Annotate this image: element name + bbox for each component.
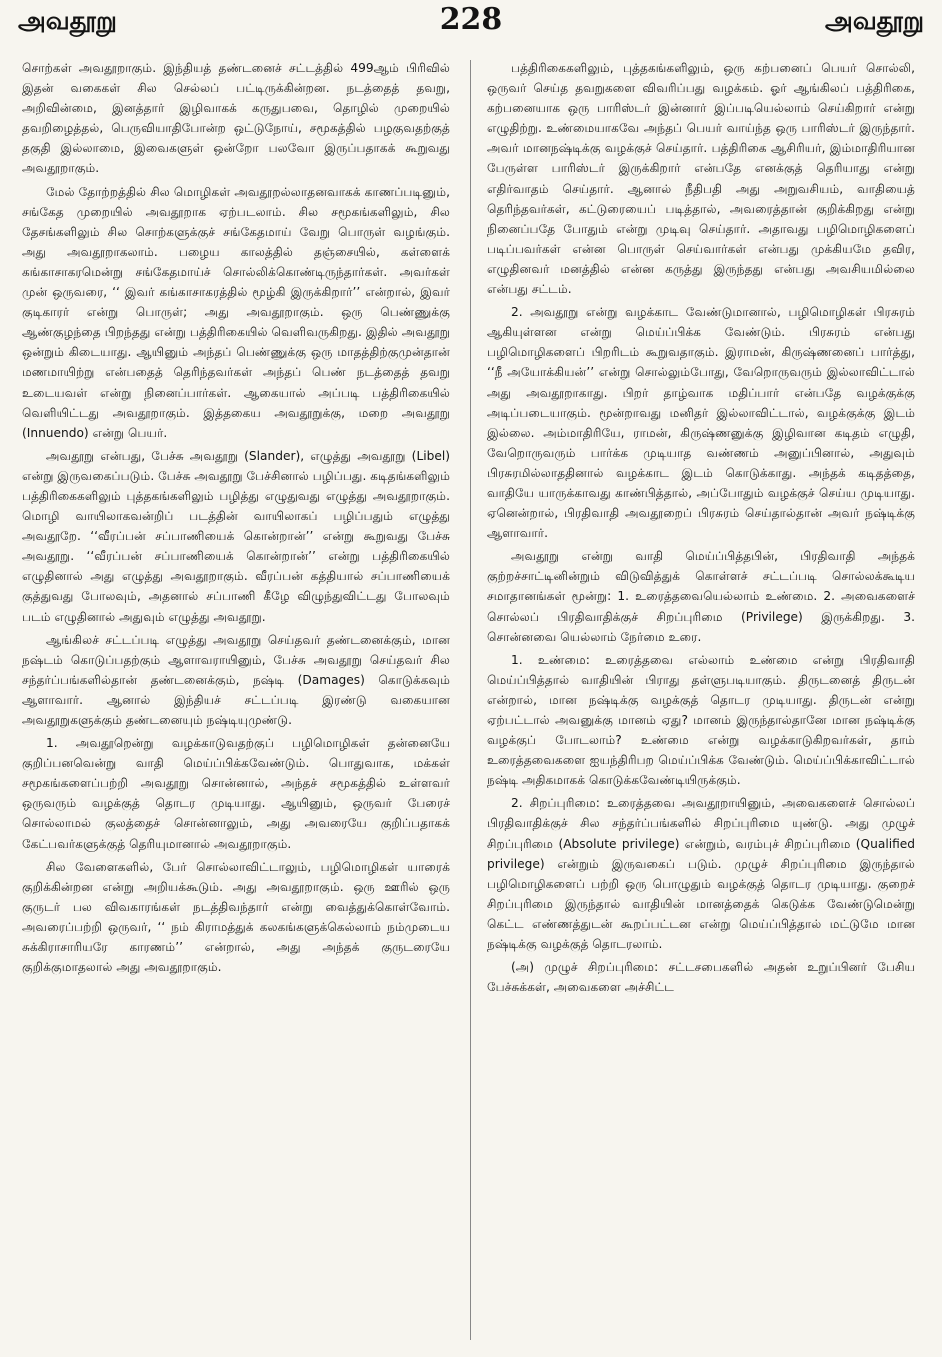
paragraph: ஆங்கிலச் சட்டப்படி எழுத்து அவதூறு செய்தவர் தண்டனைக்கும், மான நஷ்டம் கொடுப்பதற்கும் ஆளாவராயினும், பேச்சு அவதூறு செய்தவர் சில சந்தர்ப்பங்களில்தான் தண்டனைக்கும், நஷ்டி (Damages) கொடுக்கவும் ஆளாவார். ஆனால் இந்தியச் சட்டப்படி இரண்டு வகையான அவதூறுகளுக்கும் தண்டனையும் நஷ்டியுமுண்டு. bbox=[22, 632, 450, 727]
paragraph: 1. அவதூறென்று வழக்காடுவதற்குப் பழிமொழிகள் தன்னையே குறிப்பனவென்று வாதி மெய்ப்பிக்கவேண்டும். பொதுவாக, மக்கள் சமூகங்களைப்பற்றி அவதூறு சொன்னால், அந்தச் சமூகத்தில் உள்ளவர் ஒருவரும் வழக்குத் தொடர முடியாது. ஆயினும், ஒருவர் பேரைச் சொல்லாமல் குலத்தைச் சொன்னாலும், அது அவரையே குறிப்பதாகக் கேட்பவர்களுக்குத் தெரியுமானால் அவதூறாகும். bbox=[22, 736, 450, 851]
column-divider bbox=[470, 60, 471, 1340]
paragraph: 2. அவதூறு என்று வழக்காட வேண்டுமானால், பழிமொழிகள் பிரசுரம் ஆகியுள்ளன என்று மெய்ப்பிக்க வேண்டும். பிரசுரம் என்பது பழிமொழிகளைப் பிறரிடம் கூறுவதாகும். இராமன், கிருஷ்ணனைப் பார்த்து, ‘‘நீ அயோக்கியன்’’ என்று சொல்லும்போது, வேறொருவரும் இல்லாவிட்டால் அது அவதூறாகாது. பிறர் தாழ்வாக மதிப்பார் என்பதே வழக்குக்கு அடிப்படையாகும். மூன்றாவது மனிதர் இல்லாவிட்டால், வழக்குக்கு இடம் இல்லை. அம்மாதிரியே, ராமன், கிருஷ்ணனுக்கு இழிவான கடிதம் எழுதி, வேறொருவரும் பார்க்க முடியாத வண்ணம் அனுப்பினால், அதுவும் பிரசுரமில்லாததினால் வழக்காட இடம் கொடுக்காது. அந்தக் கடிதத்தை, வாதியே யாருக்காவது காண்பித்தால், அப்போதும் வழக்குச் செய்ய முடியாது. ஏனென்றால், பிரதிவாதி அவதூறைப் பிரசுரம் செய்தால்தான் அவர் நஷ்டிக்கு ஆளாவார். bbox=[487, 305, 915, 541]
paragraph: சொற்கள் அவதூறாகும். இந்தியத் தண்டனைச் சட்டத்தில் 499ஆம் பிரிவில் இதன் வகைகள் சில செல்லப் பட்டிருக்கின்றன. நடத்தைத் தவறு, அறிவின்மை, இனத்தார் இழிவாகக் கருதுபவை, தொழில் முறையில் தவறிழைத்தல், பெருவியாதிபோன்ற ஒட்டுநோய், சமூகத்தில் பழகுவதற்குத் தகுதி இல்லாமை, இவைகளுள் ஒன்றோ பலவோ இருப்பதாகக் கூறுவது அவதூறாகும். bbox=[22, 61, 450, 176]
header-right-title: அவதூறு bbox=[825, 6, 924, 35]
paragraph: 2. சிறப்புரிமை: உரைத்தவை அவதூறாயினும், அவைகளைச் சொல்லப் பிரதிவாதிக்குச் சில சந்தர்ப்பங்களில் சிறப்புரிமை யுண்டு. அது முழுச் சிறப்புரிமை (Absolute privilege) என்றும், வரம்புச் சிறப்புரிமை (Qualified privilege) என்றும் இருவகைப் படும். முழுச் சிறப்புரிமை இருந்தால் பழிமொழிகளைப் பற்றி ஒரு பொழுதும் வழக்குத் தொடர முடியாது. குறைச் சிறப்புரிமை இருந்தால் வாதியின் மானத்தைக் கெடுக்க வேண்டுமென்று கெட்ட எண்ணத்துடன் கூறப்பட்டன என்று மெய்ப்பித்தால் மட்டுமே மான நஷ்டிக்கு வழக்குத் தொடரலாம். bbox=[487, 796, 915, 952]
paragraph: பத்திரிகைகளிலும், புத்தகங்களிலும், ஒரு கற்பனைப் பெயர் சொல்லி, ஒருவர் செய்த தவறுகளை விவரிப்பது வழக்கம். ஓர் ஆங்கிலப் பத்திரிகை, கற்பனையாக ஒரு பாரிஸ்டர் இன்னார் இப்படியெல்லாம் செய்கிறார் என்று எழுதிற்று. உண்மையாகவே அந்தப் பெயர் வாய்ந்த ஒரு பாரிஸ்டர் இருந்தார். அவர் மானநஷ்டிக்கு வழக்குச் செய்தார். பத்திரிகை ஆசிரியர், இம்மாதிரியான பேருள்ள பாரிஸ்டர் இருக்கிறார் என்பதே எனக்குத் தெரியாது என்று எதிர்வாதம் செய்தார். ஆனால் நீதிபதி அது அறுவசியம், வாதியைத் தெரிந்தவர்கள், கட்டுரையைப் படித்தால், அவரைத்தான் குறிக்கிறது என்று நினைப்பதே போதும் என்று முடிவு செய்தார். அதாவது பழிமொழிகளைப் படிப்பவர்கள் என்ன பொருள் செய்வார்கள் என்பது முக்கியமே தவிர, எழுதினவர் மனத்தில் என்ன கருத்து இருந்தது என்பது அவசியமில்லை என்பது சட்டம். bbox=[487, 61, 915, 297]
paragraph: 1. உண்மை: உரைத்தவை எல்லாம் உண்மை என்று பிரதிவாதி மெய்ப்பித்தால் வாதியின் பிராது தள்ளுபடியாகும். திருடனைத் திருடன் என்றால், மான நஷ்டிக்கு வழக்குத் தொடர முடியாது. திருடன் என்று ஏற்பட்டால் அவனுக்கு மானம் ஏது? மானம் இருந்தால்தானே மான நஷ்டிக்கு வழக்குப் போடலாம்? உண்மை என்று வழக்காடுகிறவர்கள், தாம் உரைத்தவைகளை ஐயந்திரிபற மெய்ப்பிக்க வேண்டும். மெய்ப்பிக்காவிட்டால் நஷ்டி அதிகமாகக் கொடுக்கவேண்டியிருக்கும். bbox=[487, 652, 915, 788]
right-column bbox=[487, 58, 915, 1000]
running-header bbox=[18, 2, 924, 52]
page-number: 228 bbox=[439, 2, 503, 37]
paragraph: அவதூறு என்று வாதி மெய்ப்பித்தபின், பிரதிவாதி அந்தக் குற்றச்சாட்டினின்றும் விடுவித்துக் கொள்ளச் சட்டப்படி சொல்லக்கூடிய சமாதானங்கள் மூன்று: 1. உரைத்தவையெல்லாம் உண்மை. 2. அவைகளைச் சொல்லப் பிரதிவாதிக்குச் சிறப்புரிமை (Privilege) இருக்கிறது. 3. சொன்னவை யெல்லாம் நேர்மை உரை. bbox=[487, 549, 915, 644]
paragraph: சில வேளைகளில், பேர் சொல்லாவிட்டாலும், பழிமொழிகள் யாரைக் குறிக்கின்றன என்று அறியக்கூடும். அது அவதூறாகும். ஒரு ஊரில் ஒரு குருடர் பல விவகாரங்கள் நடத்திவந்தார் என்று வைத்துக்கொள்வோம். அவரைப்பற்றி ஒருவர், ‘‘ நம் கிராமத்துக் கலகங்களுக்கெல்லாம் நம்முடைய சுக்கிராசாரியரே காரணம்’’ என்றால், அது அந்தக் குருடரையே குறிக்குமாதலால் அது அவதூறாகும். bbox=[22, 859, 450, 975]
left-column bbox=[22, 58, 450, 980]
header-left-title: அவதூறு bbox=[18, 6, 117, 35]
paragraph: (அ) முழுச் சிறப்புரிமை: சட்டசபைகளில் அதன் உறுப்பினர் பேசிய பேச்சுக்கள், அவைகளை அச்சிட்ட bbox=[487, 960, 915, 995]
paragraph: அவதூறு என்பது, பேச்சு அவதூறு (Slander), எழுத்து அவதூறு (Libel) என்று இருவகைப்படும். பேச்சு அவதூறு பேச்சினால் பழிப்பது. கடிதங்களிலும் பத்திரிகைகளிலும் புத்தகங்களிலும் பழித்து எழுதுவது எழுத்து அவதூறாகும். மொழி வாயிலாகவன்றிப் படத்தின் வாயிலாகப் பழிப்பதும் எழுத்து அவதூறே. ‘‘வீரப்பன் சப்பாணியைக் கொன்றான்’’ என்று கூறுவது பேச்சு அவதூறு. ‘‘வீரப்பன் சப்பாணியைக் கொன்றான்’’ என்று பத்திரிகையில் எழுதினால் அது எழுத்து அவதூறாகும். வீரப்பன் கத்தியால் சப்பாணியைக் குத்துவது போலவும், அதனால் சப்பாணி கீழே விழுந்துவிட்டது போலவும் படம் எழுதினால் அதுவும் எழுத்து அவதூறு. bbox=[22, 448, 450, 624]
paragraph: மேல் தோற்றத்தில் சில மொழிகள் அவதூறல்லாதனவாகக் காணப்படினும், சங்கேத முறையில் அவதூறாக ஏற்படலாம். சில சமூகங்களிலும், சில தேசங்களிலும் சில சொற்களுக்குச் சங்கேதமாய் வேறு பொருள் வழங்கும். அது அவதூறாகலாம். பழைய காலத்தில் தஞ்சையில், கள்ளைக் கங்காசாகரமென்று சங்கேதமாய்ச் சொல்லிக்கொண்டிருந்தார்கள். அவர்கள் முன் ஒருவரை, ‘‘ இவர் கங்காசாகரத்தில் மூழ்கி இருக்கிறார்’’ என்றால், இவர் குடிகாரர் என்று பொருள்; அது அவதூறாகும். ஒரு பெண்ணுக்கு ஆண்குழந்தை பிறந்தது என்று பத்திரிகையில் வெளிவருகிறது. இதில் அவதூறு ஒன்றும் கிடையாது. ஆயினும் அந்தப் பெண்ணுக்கு ஒரு மாதத்திற்குமுன்தான் மணமாயிற்று என்பதைத் தெரிந்தவர்கள் அந்தப் பெண் நடத்தைத் தவறு உடையவள் என்று நினைப்பார்கள். ஆகையால் அப்படி பத்திரிகையில் வெளியிட்டது அவதூறாகும். இத்தகைய அவதூறுக்கு, மறை அவதூறு (Innuendo) என்று பெயர். bbox=[22, 184, 450, 440]
